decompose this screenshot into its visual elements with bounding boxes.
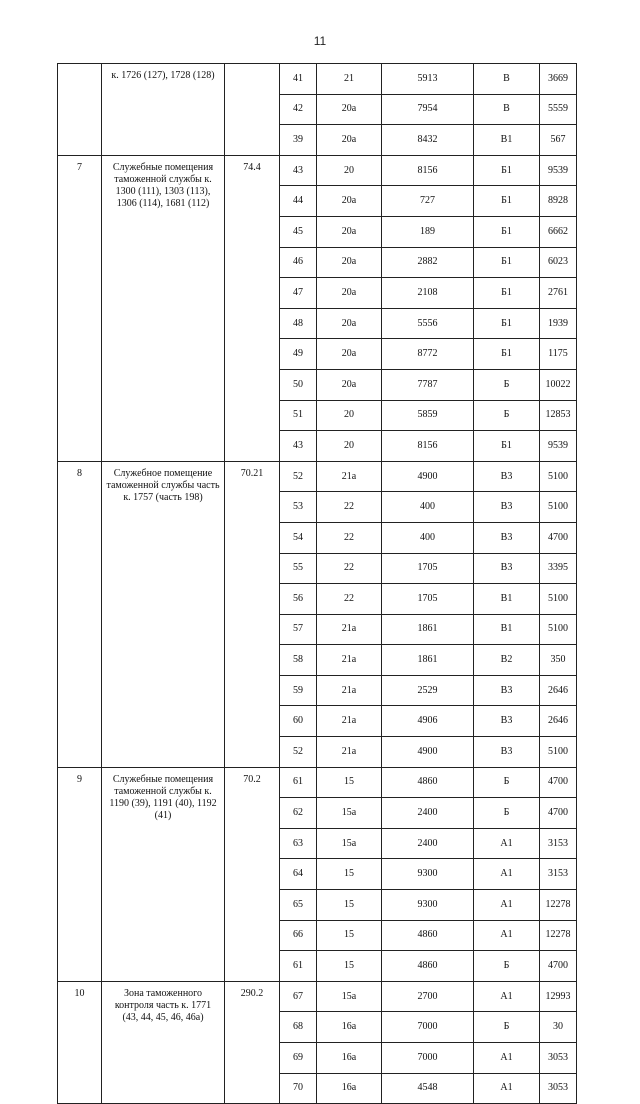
- column-4-value: 20а: [317, 216, 382, 247]
- column-4-value: 21а: [317, 461, 382, 492]
- row-number: 53: [280, 492, 317, 523]
- row-number: 66: [280, 920, 317, 951]
- category-value: В: [474, 64, 540, 95]
- column-7-value: 3669: [540, 64, 577, 95]
- column-4-value: 15: [317, 951, 382, 982]
- row-number: 69: [280, 1043, 317, 1074]
- category-value: В3: [474, 553, 540, 584]
- row-number: 44: [280, 186, 317, 217]
- category-value: А1: [474, 1073, 540, 1104]
- column-4-value: 20: [317, 155, 382, 186]
- column-5-value: 400: [382, 522, 474, 553]
- column-4-value: 21а: [317, 675, 382, 706]
- column-5-value: 4860: [382, 767, 474, 798]
- column-4-value: 22: [317, 492, 382, 523]
- category-value: Б: [474, 400, 540, 431]
- column-5-value: 7000: [382, 1043, 474, 1074]
- column-4-value: 21а: [317, 614, 382, 645]
- row-number: 57: [280, 614, 317, 645]
- category-value: В3: [474, 675, 540, 706]
- category-value: Б: [474, 369, 540, 400]
- column-4-value: 20а: [317, 94, 382, 125]
- row-number: 52: [280, 461, 317, 492]
- room-area: 74.4: [225, 155, 280, 461]
- column-7-value: 12993: [540, 981, 577, 1012]
- row-number: 63: [280, 828, 317, 859]
- column-5-value: 7787: [382, 369, 474, 400]
- column-4-value: 15а: [317, 828, 382, 859]
- group-number: 10: [58, 981, 102, 1103]
- column-5-value: 7000: [382, 1012, 474, 1043]
- row-number: 45: [280, 216, 317, 247]
- column-4-value: 20а: [317, 339, 382, 370]
- table-row: [58, 767, 577, 798]
- group-number: 7: [58, 155, 102, 461]
- category-value: А1: [474, 920, 540, 951]
- column-5-value: 2400: [382, 828, 474, 859]
- column-5-value: 8432: [382, 125, 474, 156]
- group-number: [58, 64, 102, 156]
- table-row: [58, 461, 577, 492]
- column-5-value: 5859: [382, 400, 474, 431]
- column-4-value: 21а: [317, 706, 382, 737]
- column-7-value: 5100: [540, 614, 577, 645]
- column-4-value: 20а: [317, 247, 382, 278]
- row-number: 65: [280, 890, 317, 921]
- room-description: к. 1726 (127), 1728 (128): [102, 64, 225, 156]
- column-7-value: 4700: [540, 951, 577, 982]
- row-number: 56: [280, 584, 317, 615]
- column-7-value: 9539: [540, 155, 577, 186]
- column-5-value: 9300: [382, 859, 474, 890]
- column-4-value: 20а: [317, 186, 382, 217]
- column-4-value: 21: [317, 64, 382, 95]
- category-value: Б1: [474, 308, 540, 339]
- row-number: 55: [280, 553, 317, 584]
- column-7-value: 4700: [540, 798, 577, 829]
- column-5-value: 727: [382, 186, 474, 217]
- column-4-value: 21а: [317, 737, 382, 768]
- column-4-value: 21а: [317, 645, 382, 676]
- category-value: В3: [474, 492, 540, 523]
- column-7-value: 6662: [540, 216, 577, 247]
- row-number: 54: [280, 522, 317, 553]
- column-4-value: 16а: [317, 1043, 382, 1074]
- category-value: Б: [474, 1012, 540, 1043]
- category-value: Б1: [474, 247, 540, 278]
- group-number: 9: [58, 767, 102, 981]
- row-number: 61: [280, 951, 317, 982]
- row-number: 42: [280, 94, 317, 125]
- column-5-value: 4900: [382, 737, 474, 768]
- table-row: [58, 155, 577, 186]
- column-5-value: 1705: [382, 553, 474, 584]
- column-5-value: 2700: [382, 981, 474, 1012]
- column-7-value: 2646: [540, 675, 577, 706]
- column-4-value: 20а: [317, 278, 382, 309]
- rooms-table: [57, 63, 577, 1104]
- row-number: 67: [280, 981, 317, 1012]
- column-5-value: 9300: [382, 890, 474, 921]
- column-7-value: 9539: [540, 431, 577, 462]
- row-number: 39: [280, 125, 317, 156]
- column-7-value: 3053: [540, 1073, 577, 1104]
- category-value: В1: [474, 125, 540, 156]
- category-value: Б: [474, 798, 540, 829]
- category-value: А1: [474, 859, 540, 890]
- column-5-value: 400: [382, 492, 474, 523]
- row-number: 64: [280, 859, 317, 890]
- row-number: 70: [280, 1073, 317, 1104]
- column-4-value: 16а: [317, 1012, 382, 1043]
- column-4-value: 20: [317, 400, 382, 431]
- category-value: А1: [474, 981, 540, 1012]
- column-4-value: 15: [317, 920, 382, 951]
- column-7-value: 1175: [540, 339, 577, 370]
- column-5-value: 2529: [382, 675, 474, 706]
- column-4-value: 15: [317, 859, 382, 890]
- row-number: 43: [280, 431, 317, 462]
- column-5-value: 8772: [382, 339, 474, 370]
- category-value: Б1: [474, 216, 540, 247]
- column-7-value: 5100: [540, 737, 577, 768]
- table-row: [58, 64, 577, 95]
- column-7-value: 5559: [540, 94, 577, 125]
- category-value: В: [474, 94, 540, 125]
- column-5-value: 4860: [382, 951, 474, 982]
- column-7-value: 350: [540, 645, 577, 676]
- column-7-value: 8928: [540, 186, 577, 217]
- column-5-value: 8156: [382, 155, 474, 186]
- column-7-value: 5100: [540, 492, 577, 523]
- column-7-value: 3153: [540, 828, 577, 859]
- row-number: 46: [280, 247, 317, 278]
- column-7-value: 3053: [540, 1043, 577, 1074]
- column-7-value: 6023: [540, 247, 577, 278]
- category-value: Б1: [474, 431, 540, 462]
- category-value: В2: [474, 645, 540, 676]
- column-7-value: 30: [540, 1012, 577, 1043]
- room-area: 70.2: [225, 767, 280, 981]
- column-7-value: 12278: [540, 920, 577, 951]
- room-area: 70.21: [225, 461, 280, 767]
- column-7-value: 10022: [540, 369, 577, 400]
- category-value: Б: [474, 951, 540, 982]
- column-7-value: 12278: [540, 890, 577, 921]
- column-7-value: 4700: [540, 522, 577, 553]
- row-number: 43: [280, 155, 317, 186]
- column-5-value: 8156: [382, 431, 474, 462]
- room-description: Служебные помещения таможенной службы к. 1190 (39), 1191 (40), 1192 (41): [102, 767, 225, 981]
- row-number: 48: [280, 308, 317, 339]
- column-7-value: 4700: [540, 767, 577, 798]
- column-7-value: 5100: [540, 584, 577, 615]
- column-7-value: 567: [540, 125, 577, 156]
- column-7-value: 2761: [540, 278, 577, 309]
- column-5-value: 4900: [382, 461, 474, 492]
- row-number: 62: [280, 798, 317, 829]
- column-5-value: 7954: [382, 94, 474, 125]
- category-value: В3: [474, 461, 540, 492]
- column-7-value: 3395: [540, 553, 577, 584]
- column-5-value: 2882: [382, 247, 474, 278]
- column-5-value: 189: [382, 216, 474, 247]
- row-number: 60: [280, 706, 317, 737]
- column-7-value: 2646: [540, 706, 577, 737]
- column-5-value: 2108: [382, 278, 474, 309]
- column-4-value: 20а: [317, 308, 382, 339]
- category-value: В1: [474, 584, 540, 615]
- column-4-value: 20а: [317, 369, 382, 400]
- room-description: Зона таможенного контроля часть к. 1771 (43, 44, 45, 46, 46а): [102, 981, 225, 1103]
- column-5-value: 4548: [382, 1073, 474, 1104]
- column-5-value: 4860: [382, 920, 474, 951]
- category-value: А1: [474, 828, 540, 859]
- column-5-value: 1861: [382, 614, 474, 645]
- column-4-value: 15а: [317, 798, 382, 829]
- column-4-value: 20: [317, 431, 382, 462]
- category-value: Б1: [474, 155, 540, 186]
- room-description: Служебные помещения таможенной службы к. 1300 (111), 1303 (113), 1306 (114), 1681 (112): [102, 155, 225, 461]
- room-description: Служебное помещение таможенной службы часть к. 1757 (часть 198): [102, 461, 225, 767]
- column-5-value: 5556: [382, 308, 474, 339]
- column-7-value: 5100: [540, 461, 577, 492]
- row-number: 61: [280, 767, 317, 798]
- row-number: 58: [280, 645, 317, 676]
- category-value: А1: [474, 1043, 540, 1074]
- row-number: 41: [280, 64, 317, 95]
- row-number: 49: [280, 339, 317, 370]
- column-7-value: 12853: [540, 400, 577, 431]
- row-number: 51: [280, 400, 317, 431]
- column-4-value: 15: [317, 890, 382, 921]
- category-value: В3: [474, 522, 540, 553]
- column-4-value: 15: [317, 767, 382, 798]
- column-5-value: 2400: [382, 798, 474, 829]
- row-number: 68: [280, 1012, 317, 1043]
- category-value: Б1: [474, 186, 540, 217]
- column-5-value: 1861: [382, 645, 474, 676]
- category-value: Б1: [474, 339, 540, 370]
- column-7-value: 1939: [540, 308, 577, 339]
- group-number: 8: [58, 461, 102, 767]
- row-number: 47: [280, 278, 317, 309]
- column-4-value: 16а: [317, 1073, 382, 1104]
- row-number: 52: [280, 737, 317, 768]
- row-number: 50: [280, 369, 317, 400]
- room-area: [225, 64, 280, 156]
- category-value: В1: [474, 614, 540, 645]
- room-area: 290.2: [225, 981, 280, 1103]
- column-7-value: 3153: [540, 859, 577, 890]
- column-5-value: 1705: [382, 584, 474, 615]
- page-number: 11: [313, 34, 327, 48]
- category-value: В3: [474, 706, 540, 737]
- category-value: Б: [474, 767, 540, 798]
- category-value: В3: [474, 737, 540, 768]
- table-row: [58, 981, 577, 1012]
- column-5-value: 4906: [382, 706, 474, 737]
- category-value: А1: [474, 890, 540, 921]
- column-4-value: 20а: [317, 125, 382, 156]
- category-value: Б1: [474, 278, 540, 309]
- column-4-value: 15а: [317, 981, 382, 1012]
- column-4-value: 22: [317, 584, 382, 615]
- column-5-value: 5913: [382, 64, 474, 95]
- row-number: 59: [280, 675, 317, 706]
- column-4-value: 22: [317, 553, 382, 584]
- column-4-value: 22: [317, 522, 382, 553]
